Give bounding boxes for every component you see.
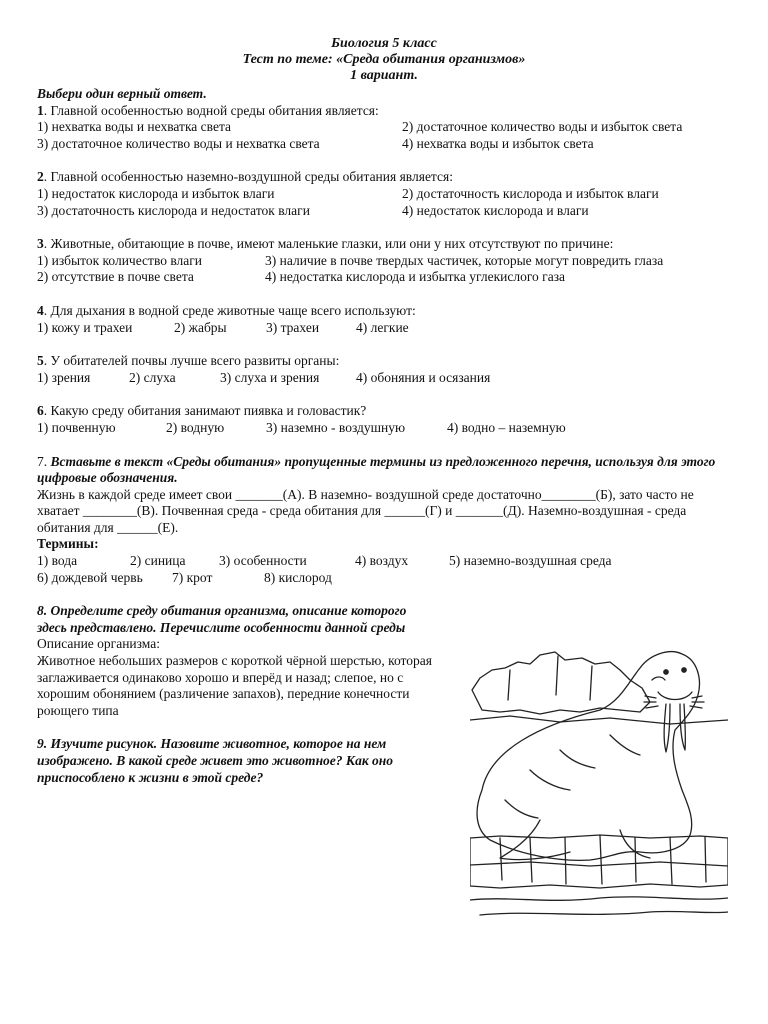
question-4-text: . Для дыхания в водной среде животные чаще всего используют:: [43, 302, 416, 318]
term-4: 4) воздух: [355, 553, 409, 569]
q3-option-2: 2) отсутствие в почве света: [37, 269, 194, 285]
q6-option-3: 3) наземно - воздушную: [266, 419, 406, 435]
question-7-instruction-text: Вставьте в текст «Среды обитания» пропущенные термины из предложенного перечня, используя для этого цифровые обозначения.: [37, 453, 716, 486]
term-8: 8) кислород: [264, 569, 332, 585]
question-1-number: 1: [37, 102, 44, 118]
term-7: 7) крот: [172, 569, 213, 585]
question-5-number: 5: [37, 353, 44, 369]
question-2-text: . Главной особенностью наземно-воздушной среды обитания является:: [43, 169, 453, 185]
question-1: [37, 103, 737, 120]
q2-option-3: 3) достаточность кислорода и недостаток влаги: [37, 202, 310, 218]
q4-option-4: 4) легкие: [356, 319, 409, 335]
term-5: 5) наземно-воздушная среда: [449, 553, 612, 569]
question-6-number: 6: [37, 403, 44, 419]
question-9-instruction: 9. Изучите рисунок. Назовите животное, которое на нем изображено. В какой среде живет это животное? Как оно приспособлено к жизни в этой среде?: [37, 736, 394, 785]
header-subject: Биология 5 класс: [331, 36, 437, 51]
q2-option-4: 4) недостаток кислорода и влаги: [402, 202, 589, 218]
walrus-illustration: [470, 640, 728, 925]
q5-option-4: 4) обоняния и осязания: [356, 369, 491, 385]
term-6: 6) дождевой червь: [37, 569, 143, 585]
q4-option-3: 3) трахеи: [266, 319, 320, 335]
question-2-number: 2: [37, 169, 44, 185]
term-3: 3) особенности: [219, 553, 307, 569]
question-6: [37, 403, 737, 420]
question-4: [37, 303, 737, 320]
header-topic: Тест по теме: «Среда обитания организмов»: [242, 52, 526, 67]
q1-option-4: 4) нехватка воды и избыток света: [402, 135, 594, 151]
terms-label: Термины:: [37, 536, 99, 552]
header: [0, 36, 768, 84]
question-8-instruction: 8. Определите среду обитания организма, описание которого здесь представлено. Перечислите особенности данной среды: [37, 603, 407, 635]
question-5-text: . У обитателей почвы лучше всего развиты органы:: [43, 353, 340, 369]
question-3-number: 3: [37, 236, 44, 252]
q5-option-1: 1) зрения: [37, 369, 91, 385]
question-3-text: . Животные, обитающие в почве, имеют маленькие глазки, или они у них отсутствуют по причине:: [43, 236, 614, 252]
question-5: [37, 353, 737, 370]
q1-option-2: 2) достаточное количество воды и избыток света: [402, 119, 683, 135]
header-variant: 1 вариант.: [350, 68, 418, 83]
question-7-paragraph: Жизнь в каждой среде имеет свои _______(А). В наземно- воздушной среде достаточно________(Б), зато часто не хватает ________(В). Почвенная среда - среда обитания для ______(Г) и _______(Д). Наземно-воздушная - среда обитания для ______(Е).: [37, 486, 694, 535]
instruction: Выбери один верный ответ.: [37, 86, 207, 101]
q3-option-1: 1) избыток количество влаги: [37, 252, 203, 268]
q2-option-1: 1) недостаток кислорода и избыток влаги: [37, 185, 275, 201]
question-1-text: . Главной особенностью водной среды обитания является:: [43, 102, 379, 118]
q5-option-3: 3) слуха и зрения: [220, 369, 320, 385]
q2-option-2: 2) достаточность кислорода и избыток влаги: [402, 185, 659, 201]
term-1: 1) вода: [37, 553, 78, 569]
q4-option-2: 2) жабры: [174, 319, 227, 335]
question-7-number: 7.: [37, 453, 51, 469]
question-7-instruction: [37, 454, 737, 487]
q3-option-4: 4) недостатка кислорода и избытка углекислого газа: [265, 269, 566, 285]
q1-option-3: 3) достаточное количество воды и нехватка света: [37, 135, 320, 151]
term-2: 2) синица: [130, 553, 186, 569]
question-6-text: . Какую среду обитания занимают пиявка и головастик?: [43, 403, 367, 419]
organism-description: Животное небольших размеров с короткой чёрной шерстью, которая заглаживается одинаково хорошо и вперёд и назад; слепое, но с хорошим обонянием (различение запахов), передние конечности роющего типа: [37, 653, 432, 718]
q5-option-2: 2) слуха: [129, 369, 176, 385]
question-4-number: 4: [37, 302, 44, 318]
q6-option-2: 2) водную: [166, 419, 225, 435]
q6-option-4: 4) водно – наземную: [447, 419, 566, 435]
q1-option-1: 1) нехватка воды и нехватка света: [37, 119, 232, 135]
q4-option-1: 1) кожу и трахеи: [37, 319, 133, 335]
q3-option-3: 3) наличие в почве твердых частичек, которые могут повредить глаза: [265, 252, 664, 268]
question-2: [37, 169, 737, 186]
q6-option-1: 1) почвенную: [37, 419, 116, 435]
description-label: Описание организма:: [37, 636, 160, 652]
question-3: [37, 236, 737, 253]
